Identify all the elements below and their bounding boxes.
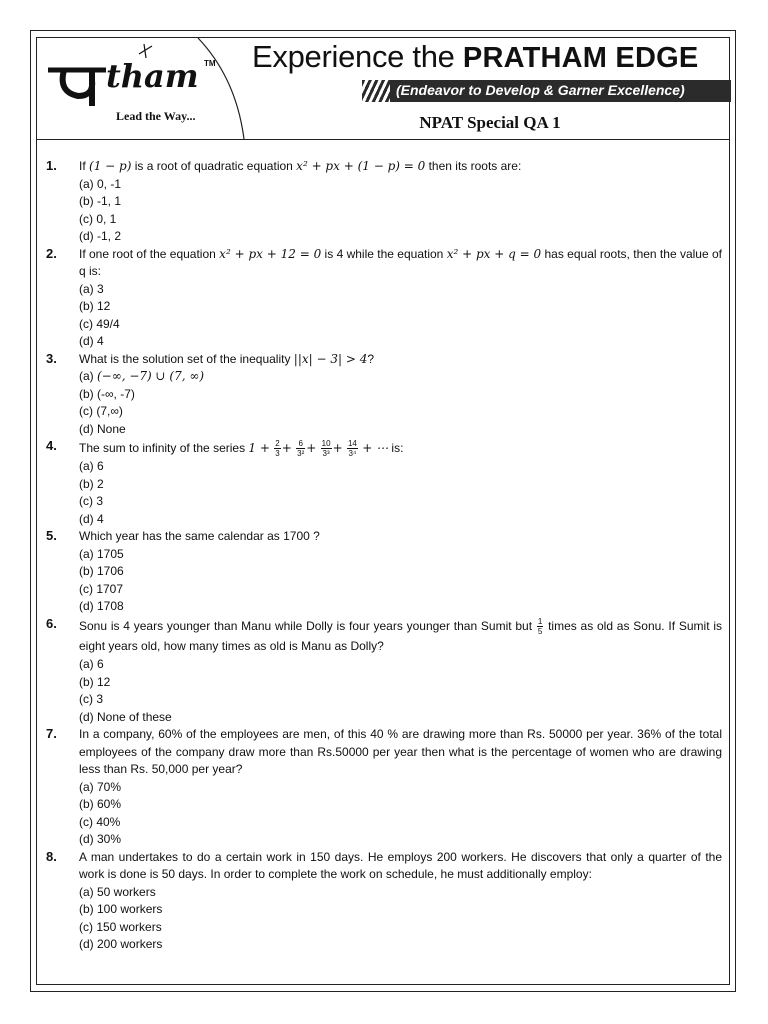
fraction	[274, 439, 280, 458]
header-tagline: (Endeavor to Develop & Garner Excellence)	[396, 82, 685, 98]
option: (c) 49/4	[79, 316, 120, 331]
option: (b) 100 workers	[79, 902, 163, 917]
question-text-part: is a root of quadratic equation	[131, 159, 297, 173]
option: (c) (7,∞)	[79, 404, 123, 418]
fraction-numerator: 6	[296, 439, 305, 449]
question-text-part: If	[79, 159, 90, 173]
question-text: A man undertakes to do a certain work in 150 days. He employs 200 workers. He discovers that only a quarter of the work is done is 50 days. In order to complete the work on schedule, he must additionally employ:	[79, 849, 722, 882]
question-number: 5.	[46, 528, 57, 544]
option: (b) 2	[79, 476, 104, 491]
question-text-part: Sonu is 4 years younger than Manu while Dolly is four years younger than Sumit but	[79, 618, 536, 633]
math-expression: + ⋯	[362, 441, 389, 455]
header-title-prefix: Experience the	[252, 39, 463, 74]
option: (d) 4	[79, 334, 104, 348]
option: (c) 3	[79, 494, 103, 509]
fraction-denominator: 3	[275, 449, 280, 459]
question-7	[36, 726, 726, 849]
option: (d) 30%	[79, 832, 122, 847]
option: (d) None of these	[79, 709, 172, 724]
question-text-part: is:	[388, 441, 404, 455]
option: (b) 12	[79, 299, 111, 313]
question-text-part: What is the solution set of the inequality	[79, 351, 294, 366]
header-divider-left	[36, 139, 244, 140]
page-subtitle: NPAT Special QA 1	[419, 113, 561, 132]
question-text	[79, 246, 722, 281]
math-expression: (1 − p)	[89, 159, 132, 173]
header-title	[252, 39, 698, 75]
question-number: 2.	[46, 245, 57, 261]
question-text	[79, 351, 722, 369]
math-expression: x² + px + (1 − p) = 0	[296, 159, 426, 173]
option: (c) 3	[79, 692, 103, 707]
question-number: 8.	[46, 848, 57, 864]
header-divider	[244, 139, 730, 140]
tagline-stripes	[362, 80, 392, 102]
fraction-denominator: 3³	[322, 449, 330, 459]
question-text-part: has equal roots, then the value of q is:	[79, 246, 722, 278]
fraction	[347, 439, 358, 458]
header-curve	[196, 38, 256, 140]
option: (c) 0, 1	[79, 211, 117, 226]
question-number: 1.	[46, 158, 57, 173]
question-number: 7.	[46, 726, 57, 742]
option: (a) 6	[79, 459, 104, 474]
option: (c) 1707	[79, 581, 124, 596]
question-text: The sum to infinity of the series 1 + $\frac{2}{3}$ + $\frac{6}{\text{3²}}$ + $\frac{10}{\text{3³}}$ + $\frac{14}{\text{3⁴}}$ + ⋯ is:	[79, 439, 404, 459]
option: (d) 1708	[79, 599, 124, 614]
question-text: Which year has the same calendar as 1700 ?	[79, 529, 320, 544]
option: (a) 3	[79, 281, 104, 296]
header-title-bold: PRATHAM EDGE	[462, 42, 699, 74]
question-text	[79, 158, 722, 176]
option	[79, 368, 726, 386]
question-5	[36, 528, 726, 616]
math-expression: x² + px + 12 = 0	[219, 246, 322, 261]
question-2	[36, 246, 726, 351]
question-text-part: If one root of the equation	[79, 246, 220, 261]
option: (d) 200 workers	[79, 937, 163, 952]
question-1	[36, 158, 726, 246]
question-text-part: The sum to infinity of the series	[79, 441, 249, 455]
math-expression: ||x| − 3| > 4	[293, 351, 368, 366]
option: (d) 4	[79, 511, 104, 526]
question-number: 3.	[46, 350, 57, 366]
option: (c) 40%	[79, 814, 121, 829]
question-text-part: is 4 while the equation	[321, 246, 447, 261]
math-expression: 1 +	[248, 441, 270, 455]
fraction-numerator: 1	[537, 617, 543, 627]
option: (b) -1, 1	[79, 194, 122, 208]
option: (b) 12	[79, 674, 111, 689]
option: (a) 50 workers	[79, 884, 156, 899]
svg-text:TM: TM	[204, 59, 216, 68]
option-prefix: (a)	[79, 369, 97, 383]
svg-text:tham: tham	[106, 57, 199, 95]
question-list	[36, 158, 726, 954]
option: (a) 1705	[79, 546, 124, 561]
fraction	[321, 439, 332, 458]
option: (c) 150 workers	[79, 919, 162, 934]
option: (a) 0, -1	[79, 176, 122, 191]
question-text-part: times as old as Sonu. If Sumit is eight years old, how many times as old is Manu as Dolly?	[79, 618, 722, 654]
question-text	[79, 616, 722, 656]
question-text-part: ?	[367, 351, 375, 366]
option: (a) 6	[79, 657, 104, 672]
fraction-denominator: 3⁴	[348, 449, 357, 459]
option: (a) 70%	[79, 779, 122, 794]
fraction	[537, 617, 543, 636]
fraction-numerator: 2	[275, 439, 280, 449]
math-expression: (−∞, −7) ∪ (7, ∞)	[97, 369, 205, 383]
math-expression: x² + px + q = 0	[446, 246, 542, 261]
question-8	[36, 849, 726, 954]
option: (b) 1706	[79, 564, 124, 579]
fraction-numerator: 14	[347, 439, 357, 449]
option: (b) (-∞, -7)	[79, 386, 135, 401]
fraction-denominator: 3²	[297, 449, 305, 459]
question-number: 6.	[46, 615, 57, 631]
question-text-part: then its roots are:	[425, 159, 522, 173]
option: (b) 60%	[79, 797, 122, 812]
option: (d) None	[79, 421, 126, 436]
option: (d) -1, 2	[79, 229, 122, 243]
question-text: In a company, 60% of the employees are men, of this 40 % are drawing more than Rs. 50000 per year. 36% of the total employees of the company draw more than Rs.50000 per year then what is the percentage of women who are drawing less than Rs. 50,000 per year?	[79, 727, 722, 777]
fraction-numerator: 10	[321, 439, 331, 449]
fraction-denominator: 5	[537, 627, 543, 637]
question-4	[36, 438, 726, 528]
question-number: 4.	[46, 438, 57, 453]
logo-tagline: Lead the Way...	[116, 109, 196, 123]
question-3	[36, 351, 726, 439]
question-6	[36, 616, 726, 726]
fraction	[296, 439, 305, 458]
